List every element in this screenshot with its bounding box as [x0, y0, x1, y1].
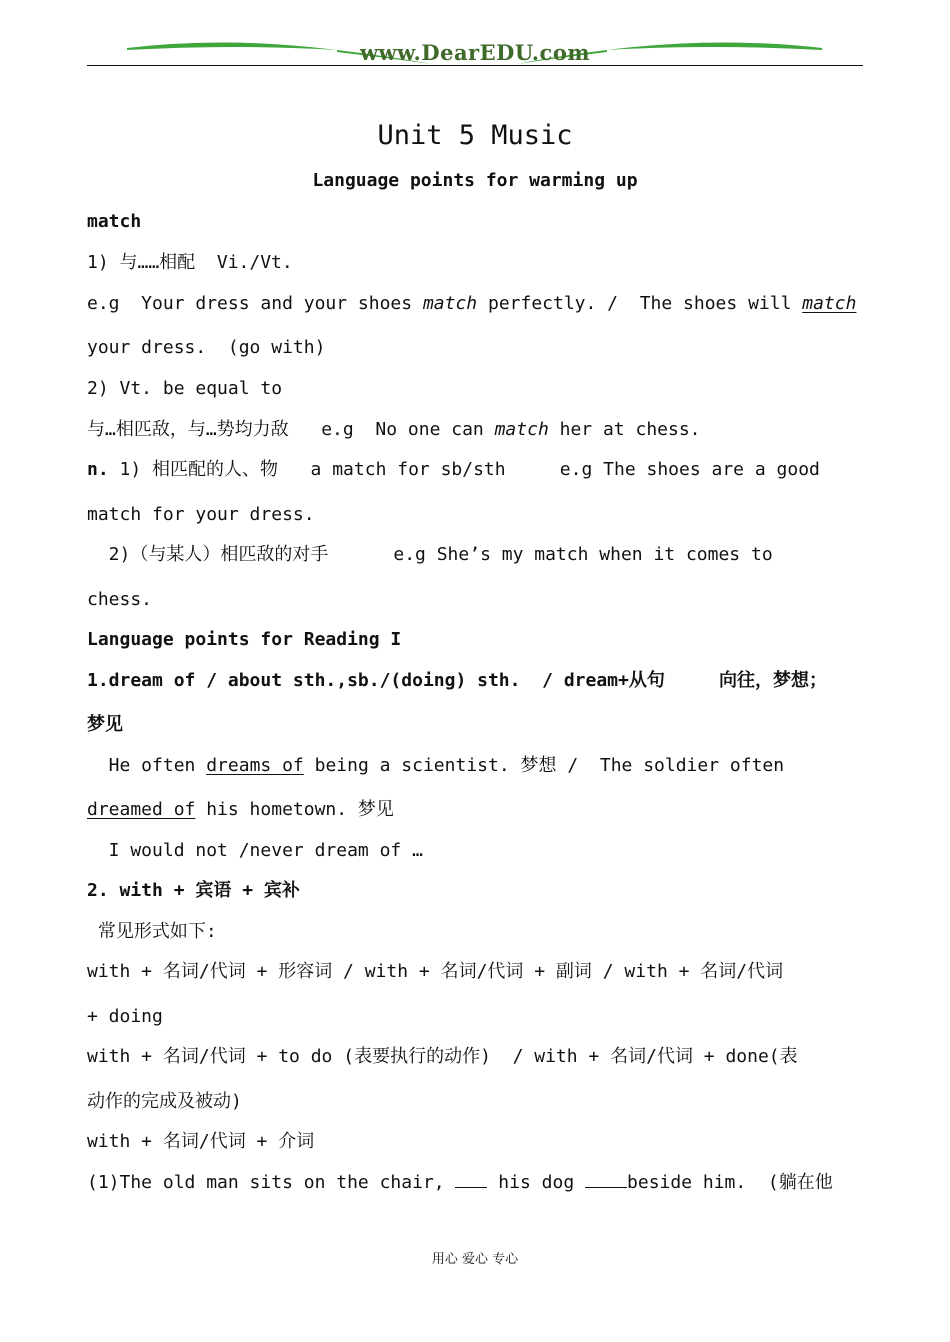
example-text: her at chess. — [548, 419, 701, 440]
example-keyword-underlined: dreamed of — [87, 799, 196, 820]
noun-sense-text: 1) 相匹配的人、物 a match for sb/sth e.g The shoes are a good — [108, 459, 820, 480]
page-footer: 用心 爱心 专心 — [431, 1252, 519, 1267]
example-text: perfectly. / The shoes will — [477, 293, 803, 314]
point-2-form-2-cont: 动作的完成及被动) — [87, 1091, 242, 1112]
pos-label: n. — [87, 459, 109, 480]
noun-sense-1 — [87, 458, 863, 482]
example-1 — [87, 292, 863, 316]
point-2-intro: 常见形式如下: — [87, 921, 217, 942]
header-rule — [87, 65, 863, 66]
point-1-example-3: I would not /never dream of … — [87, 840, 423, 861]
example-keyword: match — [422, 293, 478, 314]
example-keyword-underlined: match — [802, 293, 857, 314]
point-2-heading: 2. with + 宾语 + 宾补 — [87, 880, 300, 901]
noun-sense-1-cont: match for your dress. — [87, 504, 315, 525]
example-text: being a scientist. 梦想 / The soldier often — [303, 755, 785, 776]
example-text: e.g No one can — [288, 419, 495, 440]
point-1-example-cont — [87, 798, 863, 822]
answer-blank — [585, 1173, 627, 1188]
exercise-1 — [87, 1171, 863, 1195]
example-text: He often — [87, 755, 207, 776]
chinese-meaning: 与…相匹敌，与…势均力敌 — [87, 419, 289, 440]
noun-sense-2-cont: chess. — [87, 589, 153, 610]
example-text: his hometown. 梦见 — [195, 799, 394, 820]
answer-blank — [455, 1173, 487, 1188]
point-2-form-1: with + 名词/代词 + 形容词 / with + 名词/代词 + 副词 / with + 名词/代词 — [87, 961, 784, 982]
point-1-heading-cont: 梦见 — [87, 714, 123, 735]
term-match: match — [87, 211, 142, 232]
point-1-heading: 1.dream of / about sth.,sb./(doing) sth. / dream+从句 向往，梦想； — [87, 670, 828, 691]
example-keyword: match — [494, 419, 549, 440]
example-1-cont: your dress. (go with) — [87, 337, 326, 358]
noun-sense-2: 2)（与某人）相匹敌的对手 e.g She’s my match when it comes to — [87, 544, 773, 565]
page-title: Unit 5 Music — [377, 120, 573, 151]
point-1-example — [87, 754, 863, 778]
example-text: e.g Your dress and your shoes — [87, 293, 423, 314]
exercise-text: his dog — [487, 1172, 586, 1193]
point-2-form-3: with + 名词/代词 + 介词 — [87, 1131, 315, 1152]
sense-2: 2) Vt. be equal to — [87, 378, 283, 399]
section-subtitle: Language points for warming up — [312, 170, 638, 191]
exercise-text: (1)The old man sits on the chair, — [87, 1172, 456, 1193]
sense-1: 1) 与……相配 Vi./Vt. — [87, 252, 293, 273]
point-2-form-2: with + 名词/代词 + to do (表要执行的动作) / with + 名词/代词 + done(表 — [87, 1046, 798, 1067]
example-keyword-underlined: dreams of — [206, 755, 304, 776]
reading-heading: Language points for Reading I — [87, 629, 402, 650]
site-logo-text: www.DearEDU.com — [359, 40, 591, 65]
point-2-form-1-cont: + doing — [87, 1006, 163, 1027]
sense-2-meaning — [87, 418, 863, 442]
exercise-text: beside him. (躺在他 — [627, 1172, 833, 1193]
